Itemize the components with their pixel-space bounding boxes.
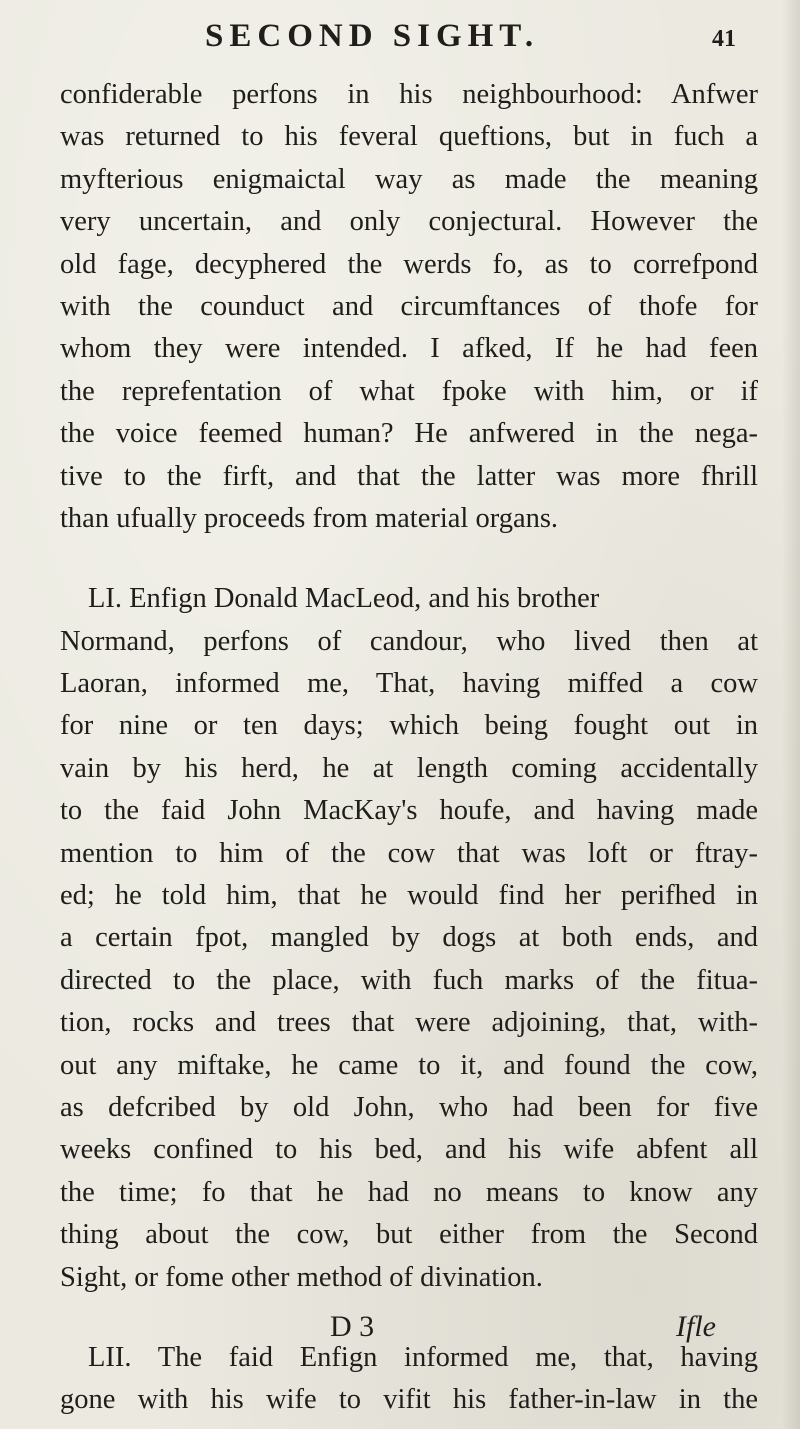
text-line: Laoran, informed me, That, having miffed a cow xyxy=(60,668,758,700)
text-line: tive to the firft, and that the latter was more fhrill xyxy=(60,460,758,492)
text-line: the reprefentation of what fpoke with him, or if xyxy=(60,375,758,407)
text-line: very uncertain, and only conjectural. However the xyxy=(60,206,758,238)
text-line: for nine or ten days; which being fought out in xyxy=(60,710,758,742)
text-line: to the faid John MacKay's houfe, and having made xyxy=(60,795,758,827)
text-line: was returned to his feveral queftions, but in fuch a xyxy=(60,121,758,153)
text-line: with the counduct and circumftances of thofe for xyxy=(60,290,758,322)
text-line: ed; he told him, that he would find her perifhed in xyxy=(60,880,758,912)
text-line: as defcribed by old John, who had been for five xyxy=(60,1091,758,1123)
text-line: vain by his herd, he at length coming accidentally xyxy=(60,752,758,784)
text-line: whom they were intended. I afked, If he had feen xyxy=(60,333,758,365)
text-line: thing about the cow, but either from the Second xyxy=(60,1219,758,1251)
text-line: gone with his wife to vifit his father-in-law in the xyxy=(60,1384,758,1416)
text-line: mention to him of the cow that was loft or ftray- xyxy=(60,837,758,869)
catchword: Ifle xyxy=(676,1310,716,1343)
text-line: myfterious enigmaictal way as made the meaning xyxy=(60,163,758,195)
running-title: SECOND SIGHT. xyxy=(205,18,540,54)
text-line: than ufually proceeds from material organs. xyxy=(60,502,559,534)
page-number: 41 xyxy=(712,26,736,52)
paragraph-heading-line: LII. The faid Enfign informed me, that, having xyxy=(88,1341,758,1373)
text-line: Normand, perfons of candour, who lived then at xyxy=(60,625,758,657)
text-line: the voice feemed human? He anfwered in the nega- xyxy=(60,418,758,450)
signature-mark: D 3 xyxy=(330,1310,375,1343)
text-line: directed to the place, with fuch marks of the fitua- xyxy=(60,964,758,996)
body-text xyxy=(60,74,758,1422)
page-header xyxy=(0,18,800,66)
text-line: a certain fpot, mangled by dogs at both ends, and xyxy=(60,922,758,954)
paragraph-heading-line: LI. Enfign Donald MacLeod, and his brother xyxy=(88,583,600,615)
text-line: weeks confined to his bed, and his wife abfent all xyxy=(60,1134,758,1166)
text-line: Sight, or fome other method of divination. xyxy=(60,1261,543,1293)
text-line: tion, rocks and trees that were adjoining, that, with- xyxy=(60,1007,758,1039)
text-line: the time; fo that he had no means to know any xyxy=(60,1176,758,1208)
text-line: out any miftake, he came to it, and found the cow, xyxy=(60,1049,758,1081)
text-line: confiderable perfons in his neighbourhood: Anfwer xyxy=(60,79,758,110)
page-footer xyxy=(0,1310,800,1354)
text-line: old fage, decyphered the werds fo, as to correfpond xyxy=(60,248,758,280)
paragraph-gap xyxy=(60,540,758,578)
page-edge-shadow xyxy=(782,0,800,1429)
